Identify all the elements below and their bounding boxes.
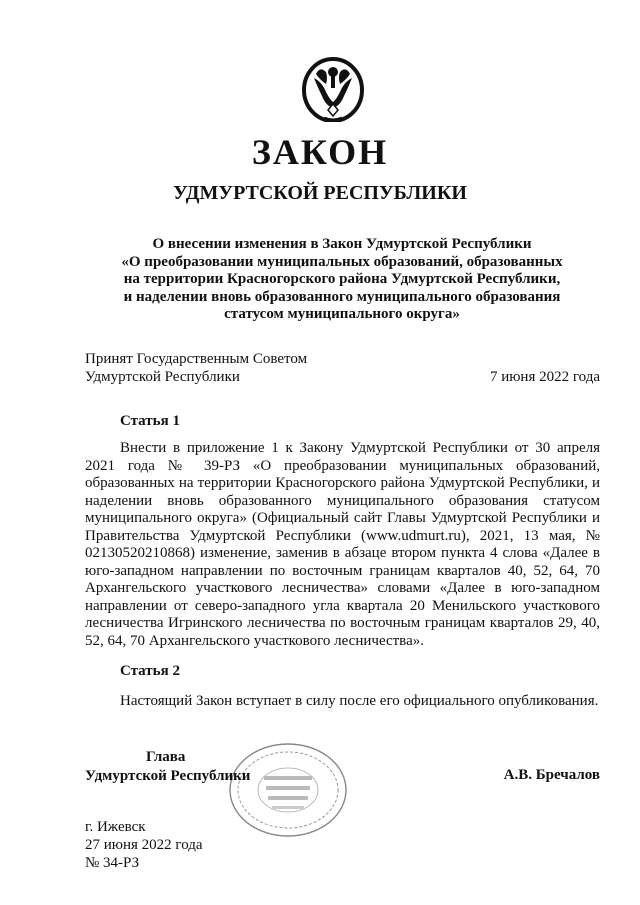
adoption-line-2: Удмуртской Республики bbox=[85, 369, 240, 385]
adoption-block bbox=[85, 350, 600, 386]
signer-name: А.В. Бречалов bbox=[503, 767, 600, 783]
article-2-title: Статья 2 bbox=[120, 663, 180, 679]
article-1-text: Внести в приложение 1 к Закону Удмуртской Республики от 30 апреля 2021 года № 39-РЗ «О преобразовании муниципальных образований, образованных на территории Красногорского района Удмуртской Республики, и наделении вновь образованного муниципального образования статусом муниципального округа» (Официальный сайт Главы Удмуртской Республики и Правительства Удмуртской Республики (www.udmurt.ru), 2021, 13 мая, № 02130520210868) изменение, заменив в абзаце втором пункта 4 слова «Далее в юго-западном направлении по восточным границам кварталов 40, 52, 64, 70 Архангельского участкового лесничества» словами «Далее в юго-западном направлении от северо-западного угла квартала 20 Менильского участкового лесничества Игринского лесничества по восточным границам кварталов 29, 40, 52, 64, 70 Архангельского участкового лесничества». bbox=[85, 440, 600, 649]
coat-of-arms-icon bbox=[300, 52, 366, 122]
heading-line: «О преобразовании муниципальных образований, образованных bbox=[121, 253, 563, 270]
signer-post-line-1: Глава bbox=[146, 749, 186, 765]
law-title: ЗАКОН bbox=[251, 132, 389, 172]
footer-block bbox=[85, 818, 203, 872]
footer-number: № 34-РЗ bbox=[85, 855, 140, 871]
footer-place: г. Ижевск bbox=[85, 819, 146, 835]
heading-line: на территории Красногорского района Удмуртской Республики, bbox=[123, 271, 561, 288]
article-1-title: Статья 1 bbox=[120, 413, 180, 429]
heading-line: О внесении изменения в Закон Удмуртской Республики bbox=[152, 236, 532, 252]
heading-line: и наделении вновь образованного муниципального образования bbox=[123, 288, 561, 305]
law-subtitle: УДМУРТСКОЙ РЕСПУБЛИКИ bbox=[173, 182, 467, 204]
adoption-line-1: Принят Государственным Советом bbox=[85, 351, 308, 367]
article-2-text: Настоящий Закон вступает в силу после его официального опубликования. bbox=[120, 693, 599, 709]
heading-line: статусом муниципального округа» bbox=[224, 306, 460, 323]
signer-post bbox=[85, 748, 250, 786]
signer-post-line-2: Удмуртской Республики bbox=[85, 768, 251, 784]
law-heading bbox=[72, 236, 612, 324]
footer-date: 27 июня 2022 года bbox=[85, 837, 203, 853]
adoption-date: 7 июня 2022 года bbox=[489, 369, 600, 385]
